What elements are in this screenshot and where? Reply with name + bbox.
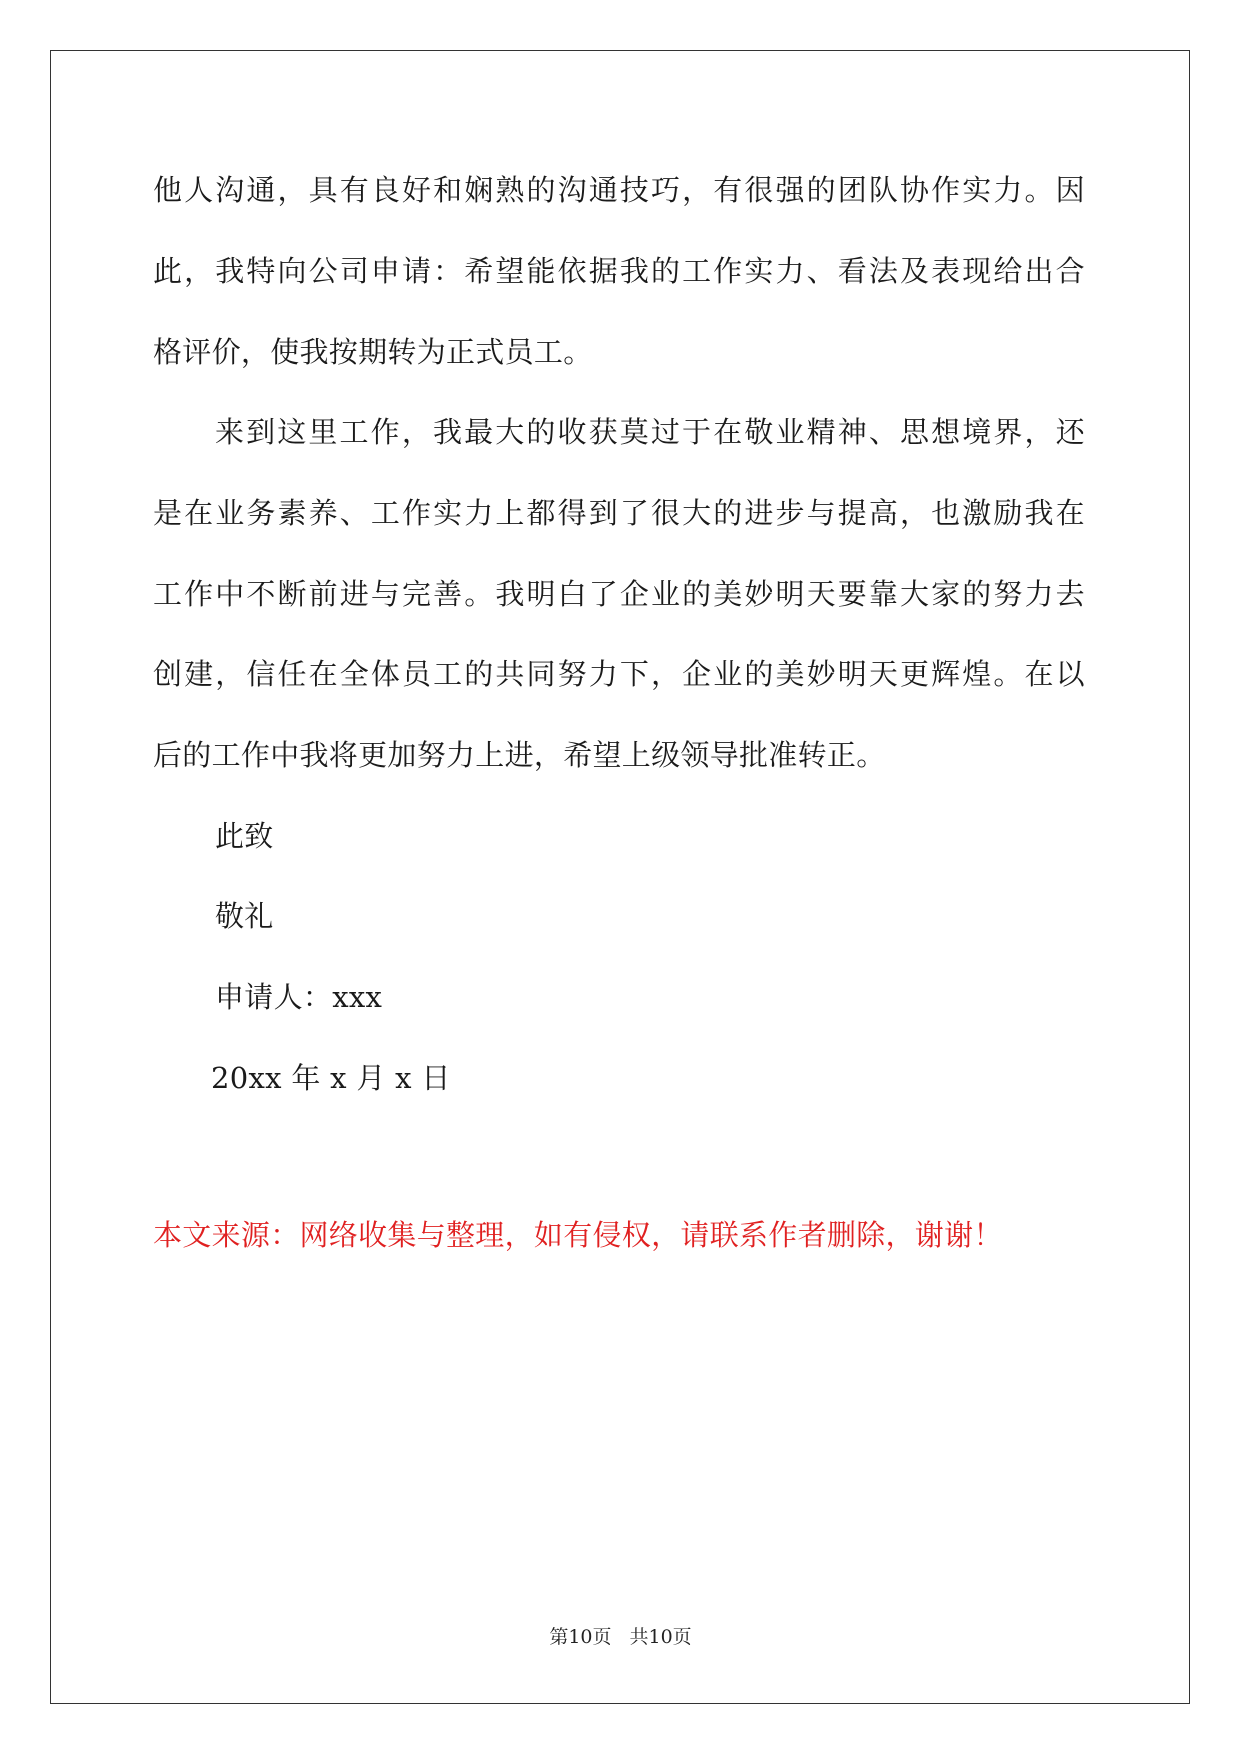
source-note: 本文来源：网络收集与整理，如有侵权，请联系作者删除，谢谢！ bbox=[153, 1218, 1003, 1252]
page-frame bbox=[50, 50, 1190, 1704]
paragraph-2-line-5: 后的工作中我将更加努力上进，希望上级领导批准转正。 bbox=[153, 738, 886, 772]
paragraph-1-line-3: 格评价，使我按期转为正式员工。 bbox=[153, 335, 593, 369]
page-footer bbox=[0, 1622, 1241, 1649]
applicant-signature: 申请人：xxx bbox=[215, 980, 383, 1014]
paragraph-2-line-2: 是在业务素养、工作实力上都得到了很大的进步与提高，也激励我在 bbox=[153, 496, 1085, 530]
paragraph-2-line-4: 创建，信任在全体员工的共同努力下，企业的美妙明天更辉煌。在以 bbox=[153, 657, 1085, 691]
application-date: 20xx 年 x 月 x 日 bbox=[211, 1061, 451, 1095]
paragraph-1-line-1: 他人沟通，具有良好和娴熟的沟通技巧，有很强的团队协作实力。因 bbox=[153, 173, 1085, 207]
closing-greeting: 此致 bbox=[215, 819, 274, 853]
page-number: 第10页 bbox=[549, 1626, 612, 1648]
paragraph-1-line-2: 此，我特向公司申请：希望能依据我的工作实力、看法及表现给出合 bbox=[153, 254, 1085, 288]
closing-salute: 敬礼 bbox=[215, 899, 274, 933]
page-total: 共10页 bbox=[629, 1626, 692, 1648]
paragraph-2-line-1: 来到这里工作，我最大的收获莫过于在敬业精神、思想境界，还 bbox=[215, 415, 1085, 449]
paragraph-2-line-3: 工作中不断前进与完善。我明白了企业的美妙明天要靠大家的努力去 bbox=[153, 577, 1085, 611]
